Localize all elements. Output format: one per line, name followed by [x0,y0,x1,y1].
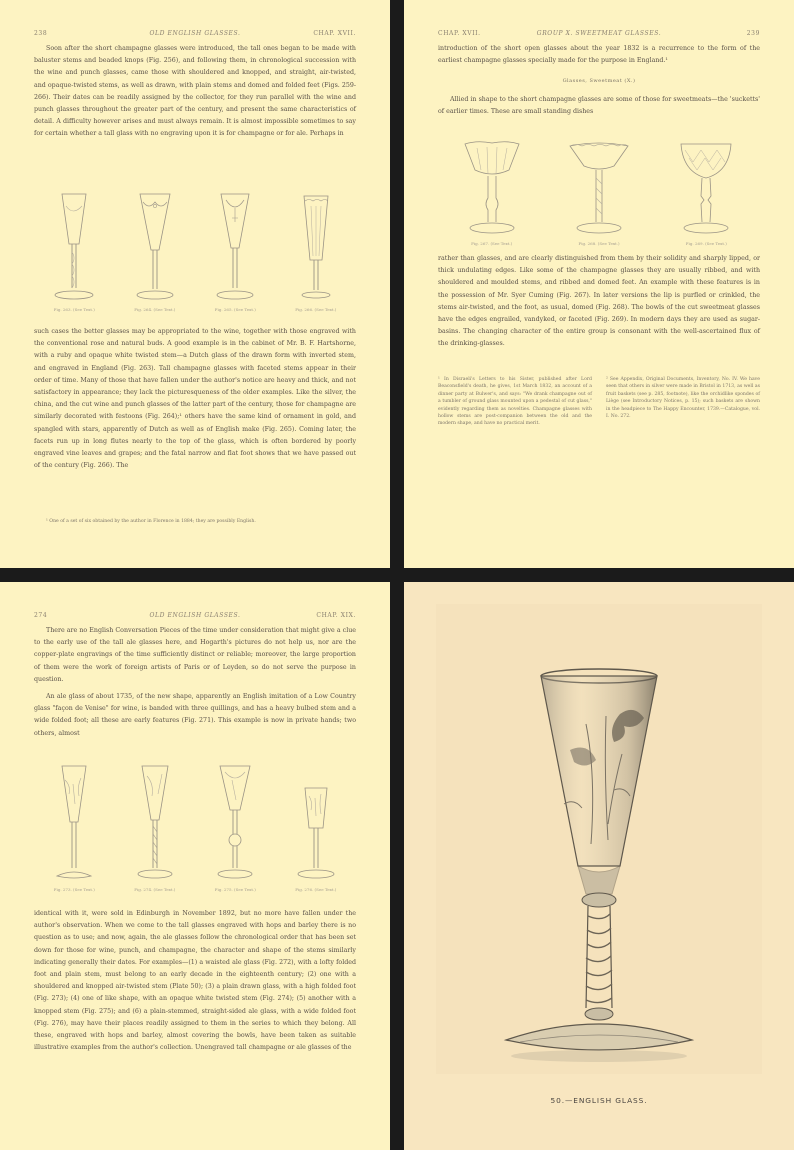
plate-caption: 50.—ENGLISH GLASS. [550,1096,648,1105]
figure-caption: Fig. 273. (See Text.) [53,887,95,892]
running-header [34,30,356,40]
figure-caption: Fig. 263. (See Text.) [53,307,95,312]
body-text-top [34,43,356,141]
figure-266 [293,192,339,312]
engraved-ale-glass-plate [436,604,762,1074]
figure-row [34,192,356,312]
chapter-label: CHAP. XVII. [313,30,356,37]
fluted-glass-illustration [293,192,339,304]
figure-267 [457,138,527,246]
knopped-ale-glass-illustration [212,764,258,884]
paragraph: identical with it, were sold in Edinburgh in November 1892, but no more have fallen under the author's observation. When we come to the tall glasses engraved with hops and barley there is no question as to use; and now, again, the ale glasses follow the chronological order that has been set down for those for wine, punch, and champagne, the character and shape of the stems similarly indicating generally their dates. For examples—(1) a waisted ale glass (Fig. 272), with a lofty folded foot and plain stem, must belong to an early decade in the eighteenth century; (2) one with a shouldered and knopped air-twisted stem (Plate 50); (3) a plain drawn glass, with a high folded foot (Fig. 273); (4) one of like shape, with an opaque white twisted stem (Fig. 274); (5) another with a knopped stem (Fig. 275); and (6) a plain-stemmed, straight-sided ale glass, with a wide folded foot (Fig. 276), may have their places readily assigned to them in the series to which they belong. All these, engraved with hops and barley, almost covering the bowls, have been taken as suitable illustrative examples from the author's collection. Unengraved tall champagne or ale glasses of the [34,910,356,1052]
running-title: GROUP X. SWEETMEAT GLASSES. [536,30,662,37]
running-header [438,30,760,40]
paragraph: An ale glass of about 1735, of the new shape, apparently an English imitation of a Low Country glass "façon de Venise" for wine, is banded with three quillings, and has a heavy bulbed stem and a wide folded foot; all these are early features (Fig. 271). This example is now in private hands; two others, almost [34,693,356,737]
figure-263 [51,192,97,312]
page-238 [0,0,390,568]
chapter-label: CHAP. XVII. [438,30,481,37]
body-text-top [438,43,760,118]
page-number: 274 [34,612,48,619]
figure-265 [212,192,258,312]
figure-273 [51,764,97,892]
figure-caption: Fig. 267. (See Text.) [471,241,513,246]
page-239 [404,0,794,568]
figure-caption: Fig. 276. (See Text.) [295,887,337,892]
figure-caption: Fig. 265. (See Text.) [214,307,256,312]
plate-page [404,582,794,1150]
figure-275 [212,764,258,892]
paragraph: There are no English Conversation Pieces of the time under consideration that might give a clue to the early use of the tall ale glasses here, and Hogarth's pictures do not help us, nor are the copper-plate engravings of the time sufficiently distinct or reliable; moreover, the large proportion of them were the work of foreign artists of Paris or of Leyden, so do not serve the purpose in question. [34,627,356,683]
running-title: OLD ENGLISH GLASSES. [149,612,241,619]
figure-caption: Fig. 274. (See Text.) [134,887,176,892]
running-header [34,612,356,622]
figure-caption: Fig. 264. (See Text.) [134,307,176,312]
opaque-twist-ale-glass-illustration [132,764,178,884]
body-text-top [34,625,356,740]
paragraph: Allied in shape to the short champagne glasses are some of those for sweetmeats—the 'sucketts' of earlier times. These are small standing dishes [438,95,760,115]
figure-caption: Fig. 268. (See Text.) [578,241,620,246]
chapter-label: CHAP. XIX. [316,612,356,619]
page-number: 238 [34,30,48,37]
sweetmeat-glass-illustration [564,138,634,238]
page-274 [0,582,390,1150]
figure-caption: Fig. 275. (See Text.) [214,887,256,892]
figure-caption: Fig. 266. (See Text.) [295,307,337,312]
figure-264 [132,192,178,312]
footnote: ¹ One of a set of six obtained by the author in Florence in 1884; they are possibly English. [46,519,256,524]
section-subheading: Glasses, Sweetmeat (X.) [562,78,636,85]
footnote-left: ¹ In Disraeli's Letters to his Sister, published after Lord Beaconsfield's death, he gives, 1st March 1832, an account of a dinner party at Bulwer's, and says: "We drank champagne out of a tumbler of ground glass mounted upon a pedestal of cut glass," evidently regarding them as novelties. Champagne glasses with hollow stems are post-companion between the old and the modern shape, and have no practical merit. [438,377,592,427]
footnote-right: ² See Appendix, Original Documents, Inventory, No. IV. We have seen that others in silver were made in Bristol in 1713, as well as fruit baskets (see p. 285, footnote), like the orchidlike spondes of Liège (see Introductory Notices, p. 15); such baskets are shown in the headpiece to The Happy Encounter, 1739.—Catalogue, vol. I. No. 272. [606,377,760,420]
body-text-bottom [34,326,356,472]
figure-caption: Fig. 269. (See Text.) [685,241,727,246]
ale-glass-illustration [51,764,97,884]
sweetmeat-glass-illustration [457,138,527,238]
plate-illustration-frame [436,604,762,1074]
cut-sweetmeat-glass-illustration [671,138,741,238]
paragraph: Soon after the short champagne glasses were introduced, the tall ones began to be made with baluster stems and beaded knops (Fig. 256), and following them, in chronological succession with the wine and punch glasses, came those with shouldered and knopped, and straight, air-twisted, and opaque-twisted stems, as well as drawn, with plain stems and domed and folded feet (Figs. 259-266). Their dates can be readily assigned by the collector, for they run parallel with the wine and punch glasses throughout the greater part of the century, and present the same characteristics of detail. A difficulty however arises and must always remain. It is almost impossible sometimes to say for certain whether a tall glass with no engraving upon it is for champagne or for ale. Perhaps in [34,45,356,138]
body-text-bottom [438,253,760,351]
festooned-glass-illustration [132,192,178,304]
figure-274 [132,764,178,892]
paragraph: rather than glasses, and are clearly distinguished from them by their solidity and sharply lipped, or thick undulating edges. Like some of the champagne glasses they are usually ribbed, and with shouldered and moulded stems, and ribbed and domed feet. An example with these features is in the possession of Mr. Syer Cuming (Fig. 267). In later versions the lip is purfled or crinkled, the stems air-twisted, and the foot, as usual, domed (Fig. 268). The bowls of the cut sweetmeat glasses have the edges engrailed, vandyked, or faceted (Fig. 269). In modern days they are used as sugar-basins. The changing character of the entire group is consonant with the well-ascertained flux of the drinking-glasses. [438,255,760,348]
figure-269 [671,138,741,246]
figure-row [438,138,760,246]
figure-268 [564,138,634,246]
figure-row [34,764,356,892]
paragraph: introduction of the short open glasses about the year 1832 is a recurrence to the form of the earliest champagne glasses specially made for the purpose in England.¹ [438,45,760,65]
page-number: 239 [746,30,760,37]
straight-sided-ale-glass-illustration [293,764,339,884]
body-text-bottom [34,908,356,1054]
running-title: OLD ENGLISH GLASSES. [149,30,241,37]
tall-glass-illustration [51,192,97,304]
starred-glass-illustration [212,192,258,304]
paragraph: such cases the better glasses may be appropriated to the wine, together with those engraved with the conventional rose and natural buds. A good example is in the cabinet of Mr. B. F. Hartshorne, with a ruby and opaque white twisted stem—a Dutch glass of the drawn form with inverted stem, and engraved in England (Fig. 263). Tall champagne glasses with faceted stems appear in their order of time. Many of those that have fallen under the author's notice are heavy and thick, and not satisfactory in appearance; they lack the picturesqueness of the older examples. Like the silver, the china, and the cut wine and punch glasses of the latter part of the century, those for champagne are similarly decorated with festoons (Fig. 264);¹ others have the same kind of ornament in gold, and spangled with stars, apparently of Dutch as well as of English make (Fig. 265). Coming later, the facets run up in long flutes nearly to the top of the glass, which is often bordered by poorly engraved vine leaves and grapes; and the fatal narrow and flat foot shows that we have passed out of the century (Fig. 266). The [34,328,356,470]
figure-276 [293,764,339,892]
